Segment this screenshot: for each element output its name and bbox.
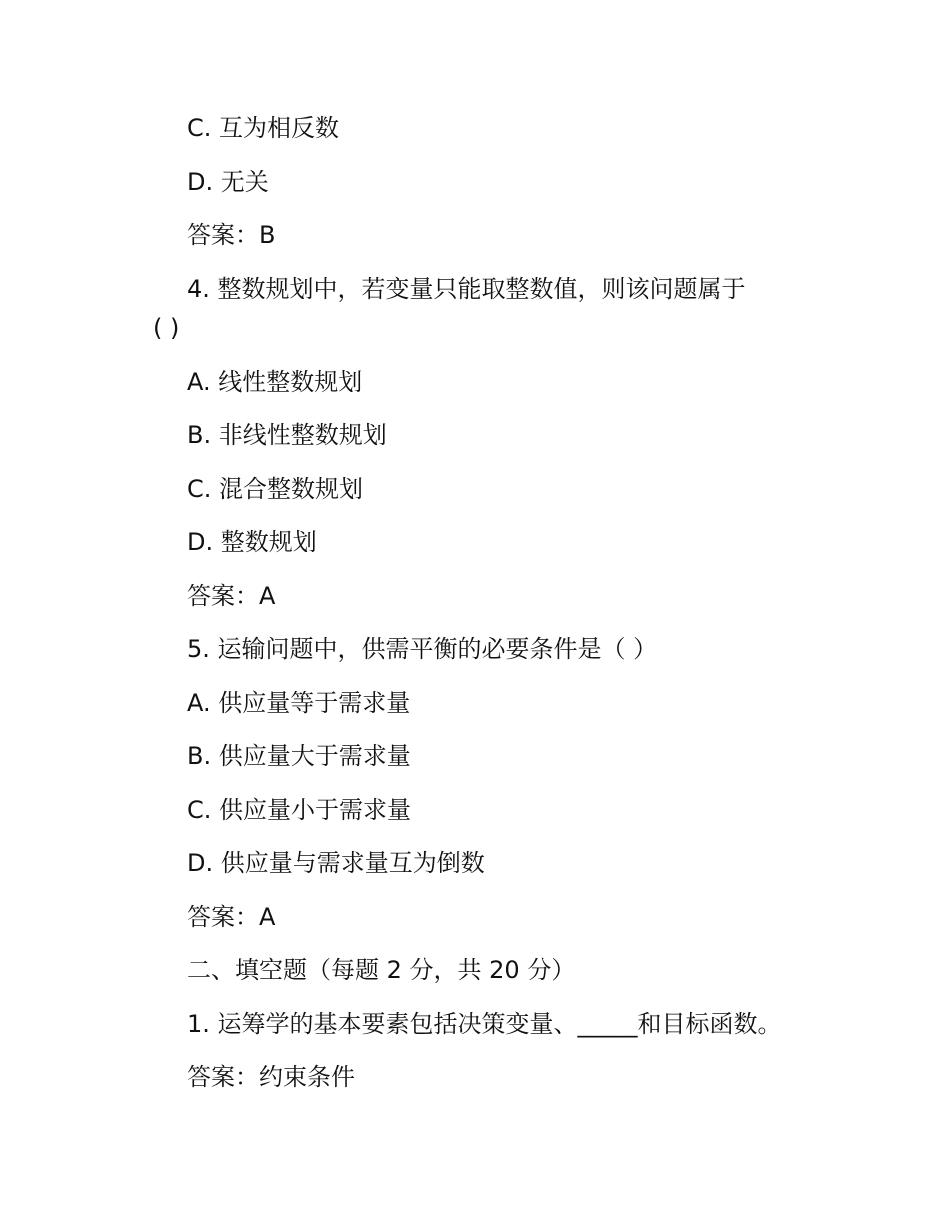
- q5-option-c: C. 供应量小于需求量: [187, 796, 412, 824]
- q4-option-d: D. 整数规划: [187, 528, 317, 556]
- q4-option-b: B. 非线性整数规划: [187, 421, 387, 449]
- fill-q1-question: 1. 运筹学的基本要素包括决策变量、_____和目标函数。: [187, 1010, 782, 1038]
- q3-answer: 答案：B: [187, 221, 276, 249]
- q4-question-bracket: ( ): [153, 314, 180, 342]
- q4-option-c: C. 混合整数规划: [187, 475, 364, 503]
- q3-option-d: D. 无关: [187, 168, 269, 196]
- q3-option-c: C. 互为相反数: [187, 114, 340, 142]
- q5-answer: 答案：A: [187, 903, 276, 931]
- q4-question: 4. 整数规划中，若变量只能取整数值，则该问题属于: [187, 275, 746, 303]
- q4-answer: 答案：A: [187, 582, 276, 610]
- q5-option-d: D. 供应量与需求量互为倒数: [187, 849, 485, 877]
- q5-option-b: B. 供应量大于需求量: [187, 742, 411, 770]
- q4-option-a: A. 线性整数规划: [187, 368, 363, 396]
- q5-question: 5. 运输问题中，供需平衡的必要条件是（ ）: [187, 635, 658, 663]
- fill-q1-answer: 答案：约束条件: [187, 1063, 355, 1091]
- section-heading: 二、填空题（每题 2 分，共 20 分）: [187, 956, 576, 984]
- q5-option-a: A. 供应量等于需求量: [187, 689, 411, 717]
